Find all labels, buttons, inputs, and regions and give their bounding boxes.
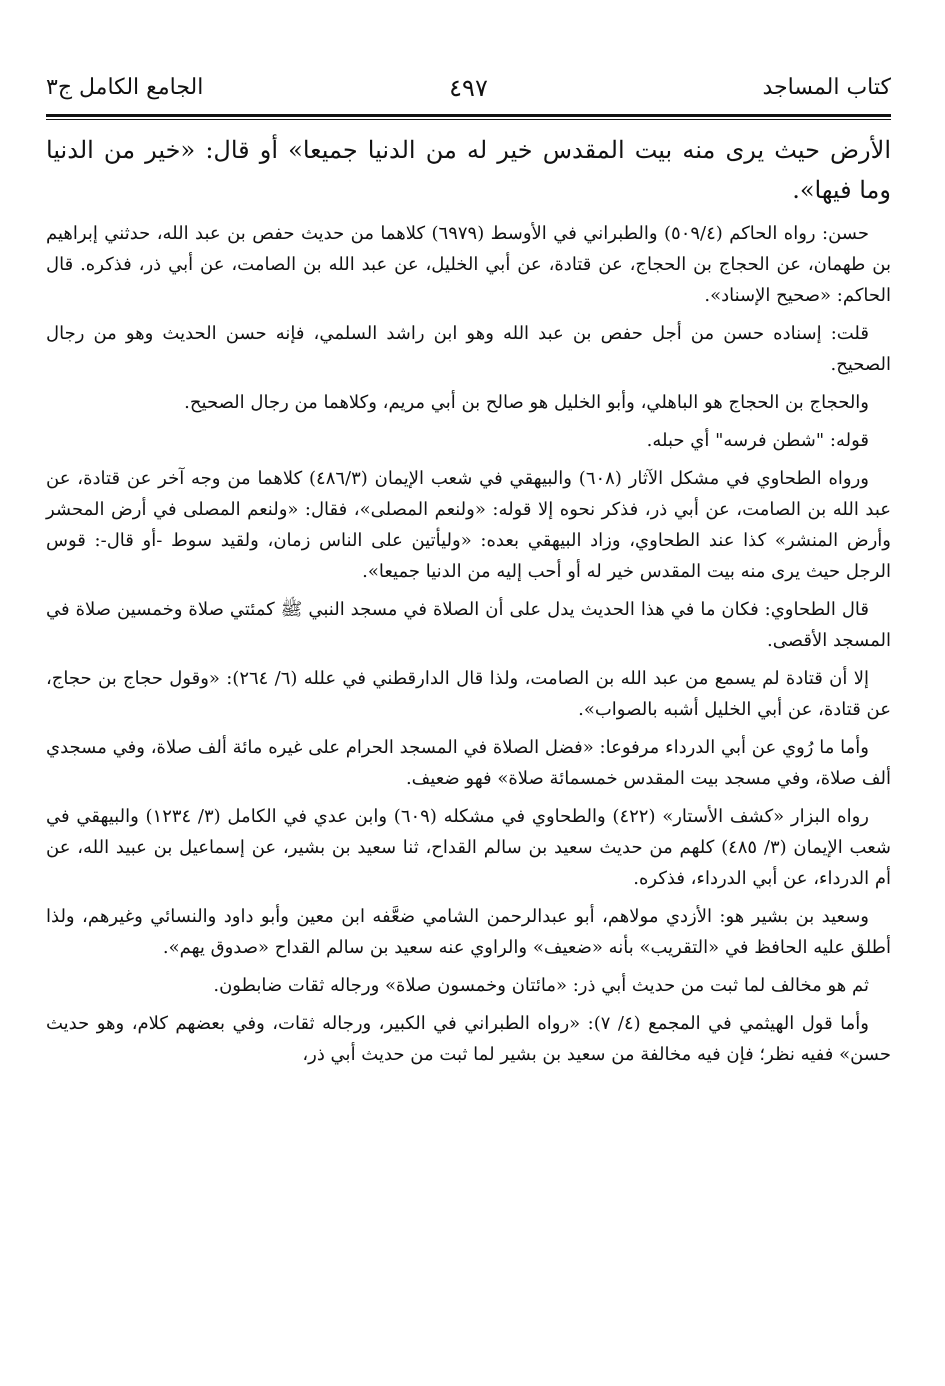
commentary-paragraph: إلا أن قتادة لم يسمع من عبد الله بن الصامت، ولذا قال الدارقطني في علله (٦/ ٢٦٤): «وقول حجاج بن حجاج، عن قتادة، عن أبي الخليل أشبه بالصواب».	[46, 668, 891, 720]
commentary-paragraph: والحجاج بن الحجاج هو الباهلي، وأبو الخليل هو صالح بن أبي مريم، وكلاهما من رجال الصحيح.	[184, 392, 869, 413]
header-rule-thin	[46, 119, 891, 120]
commentary-paragraph: ورواه الطحاوي في مشكل الآثار (٦٠٨) والبيهقي في شعب الإيمان (٤٨٦/٣) كلاهما من وجه آخر عن قتادة، عن عبد الله بن الصامت، عن أبي ذر، فذكر نحوه إلا قوله: «ولنعم المصلى»، فقال: «ولنعم المصلى في أرض المحشر وأرض المنشر» كذا عند الطحاوي، وزاد البيهقي بعده: «وليأتين على الناس زمان، ولقيد سوط -أو قال-: قوس الرجل حيث يرى منه بيت المقدس خير له أو أحب إليه من الدنيا جميعا».	[46, 468, 891, 582]
commentary-paragraph: ثم هو مخالف لما ثبت من حديث أبي ذر: «مائتان وخمسون صلاة» ورجاله ثقات ضابطون.	[213, 975, 869, 996]
commentary-paragraph: قوله: "شطن فرسه" أي حبله.	[646, 430, 869, 451]
commentary-paragraph: قلت: إسناده حسن من أجل حفص بن عبد الله وهو ابن راشد السلمي، فإنه حسن الحديث وهو من رجال الصحيح.	[46, 323, 891, 375]
chapter-title: كتاب المساجد	[762, 75, 891, 100]
running-header	[46, 66, 891, 110]
header-rule-thick	[46, 114, 891, 117]
hadith-text-paragraph: الأرض حيث يرى منه بيت المقدس خير له من الدنيا جميعا» أو قال: «خير من الدنيا وما فيها».	[46, 136, 892, 204]
commentary-paragraph: وسعيد بن بشير هو: الأزدي مولاهم، أبو عبدالرحمن الشامي ضعَّفه ابن معين وأبو داود والنسائي وغيرهم، ولذا أطلق عليه الحافظ في «التقريب» بأنه «ضعيف» والراوي عنه سعيد بن سالم القداح «صدوق يهم».	[46, 906, 891, 958]
page-body	[46, 130, 891, 1070]
book-title: الجامع الكامل ج٣	[46, 75, 204, 100]
commentary-paragraph: وأما قول الهيثمي في المجمع (٤/ ٧): «رواه الطبراني في الكبير، ورجاله ثقات، وفي بعضهم كلام، وهو حديث حسن» ففيه نظر؛ فإن فيه مخالفة من سعيد بن بشير لما ثبت من حديث أبي ذر،	[46, 1013, 891, 1065]
commentary-paragraph: قال الطحاوي: فكان ما في هذا الحديث يدل على أن الصلاة في مسجد النبي ﷺ كمئتي صلاة وخمسين صلاة في المسجد الأقصى.	[46, 599, 891, 651]
commentary-paragraph: حسن: رواه الحاكم (٥٠٩/٤) والطبراني في الأوسط (٦٩٧٩) كلاهما من حديث حفص بن عبد الله، حدثني إبراهيم بن طهمان، عن الحجاج بن الحجاج، عن قتادة، عن أبي الخليل، عن عبد الله بن الصامت، عن أبي ذر، فذكره. قال الحاكم: «صحيح الإسناد».	[46, 223, 891, 306]
commentary-paragraph: رواه البزار «كشف الأستار» (٤٢٢) والطحاوي في مشكله (٦٠٩) وابن عدي في الكامل (٣/ ١٢٣٤) والبيهقي في شعب الإيمان (٣/ ٤٨٥) كلهم من حديث سعيد بن سالم القداح، ثنا سعيد بن بشير، عن إسماعيل بن عبيد الله، عن أم الدرداء، عن أبي الدرداء، فذكره.	[46, 806, 891, 889]
book-page	[46, 66, 891, 1386]
page-number: ٤٩٧	[449, 74, 488, 102]
commentary-paragraph: وأما ما رُوي عن أبي الدرداء مرفوعا: «فضل الصلاة في المسجد الحرام على غيره مائة ألف صلاة، وفي مسجدي ألف صلاة، وفي مسجد بيت المقدس خمسمائة صلاة» فهو ضعيف.	[46, 737, 891, 789]
